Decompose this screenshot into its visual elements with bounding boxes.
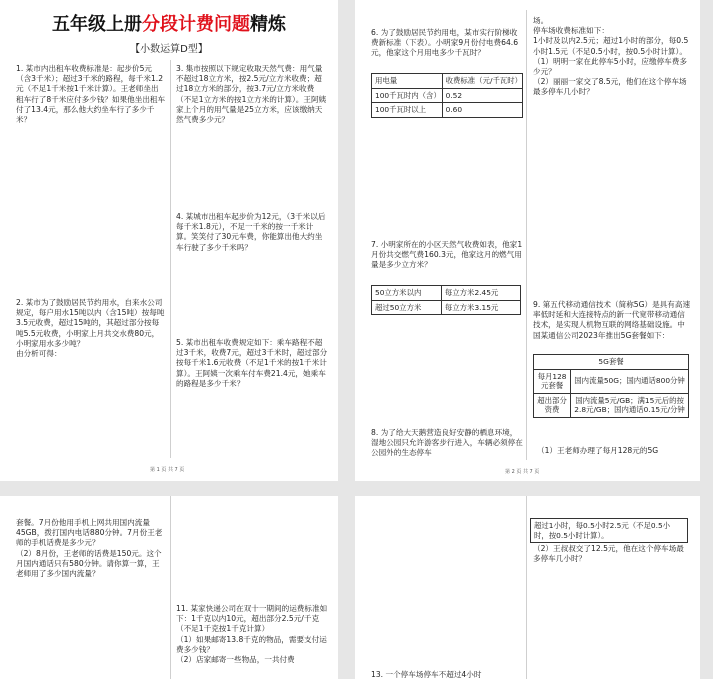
question-8: 8. 为了给大天鹅营造良好安静的栖息环境，湿地公园只允许游客步行进入，车辆必须停在公园外的生态停车 — [371, 428, 523, 458]
document-page-3 — [0, 496, 338, 679]
worksheet-title: 五年级上册分段计费问题精炼 — [52, 14, 286, 35]
worksheet-subtitle: 【小数运算D型】 — [130, 44, 208, 55]
table-header: 5G套餐 — [534, 355, 689, 370]
column-divider — [170, 60, 171, 458]
question-4: 4. 某城市出租车起步价为12元，（3千米以后每千米1.8元），不足一千米的按一千米计算。笑笑付了30元车费，你能算出他大约坐车行驶了多少千米吗？ — [176, 212, 326, 252]
question-11: 11. 某家快递公司在双十一期间的运费标准如下：1千克以内10元，超出部分2.5元/千克（不足1千克按1千克计算） （1）如果邮寄13.8千克的物品，需要支付运费多少钱？ （2）店家邮寄一些物品，一共付费 — [176, 604, 328, 665]
document-page-2 — [355, 0, 700, 481]
question-9-part-1: （1）王老师办理了每月128元的5G — [537, 446, 659, 455]
table-cell: 0.60 — [442, 103, 522, 118]
question-13: 13. 一个停车场停车不超过4小时 — [371, 670, 482, 679]
question-10-continued: 套餐。7月份他用手机上网共用国内流量45GB，拨打国内电话880分钟。7月份王老师的手机话费是多少元？ （2）8月份，王老师的话费是150元。这个月国内通话只有580分钟。请你算一算，王老师用了多少国内流量？ — [16, 518, 163, 579]
table-cell: 国内流量5元/GB；满15元后的按2.8元/GB；国内通话0.15元/分钟 — [571, 393, 689, 417]
table-cell: 超出部分资费 — [534, 393, 571, 417]
question-2: 2. 某市为了鼓励居民节约用水，自来水公司规定，每户用水15吨以内（含15吨）按每吨3.5元收费，超过15吨的，其超过部分按每吨5.5元收费，小明家上月共交水费80元，小明家用水多少吨？ 由分析可得： — [16, 298, 165, 359]
page-footer: 第 2 页 共 7 页 — [505, 469, 540, 475]
column-divider — [526, 10, 527, 460]
table-cell: 每月128元套餐 — [534, 369, 571, 393]
table-cell: 超过50立方米 — [372, 300, 442, 315]
column-divider — [170, 496, 171, 679]
question-3: 3. 集市按照以下规定收取天然气费：用气量不超过18立方米，按2.5元/立方米收费；超过18立方米的部分，按3.7元/立方米收费（不足1立方米的按1立方米的计算）。王阿姨家上个月的用气量是25立方米，应该缴纳天然气费多少元？ — [176, 64, 327, 125]
question-1: 1. 某市内出租车收费标准是：起步价5元（含3千米）；超过3千米的路程，每千米1.2元（不足1千米按1千米计算）。王老师坐出租车行了8千米应付多少钱？如果他坐出租车付了13.4元，那么他大约坐车行了多少千米？ — [16, 64, 166, 125]
table-header: 用电量 — [372, 74, 443, 89]
question-9: 9. 第五代移动通信技术（简称5G）是具有高速率低时延和大连接特点的新一代宽带移动通信技术，是实现人机物互联的网络基础设施。中国某通信公司2023年推出5G套餐如下： — [533, 300, 691, 340]
gas-rate-table — [371, 285, 521, 315]
question-5: 5. 某市出租车收费规定如下：乘车路程不超过3千米，收费7元，超过3千米时，超过部分按每千米1.6元收费（不足1千米的按1千米计算）。王阿姨一次乘车付车费21.4元，她乘车的路程是多少千米？ — [176, 338, 328, 388]
table-cell: 50立方米以内 — [372, 286, 442, 301]
table-header: 收费标准（元/千瓦时） — [442, 74, 522, 89]
page-footer: 第 1 页 共 7 页 — [150, 467, 185, 473]
table-cell: 每立方米3.15元 — [441, 300, 520, 315]
question-12-part-2: （2）王叔叔交了12.5元，他在这个停车场最多停车几小时？ — [533, 544, 684, 564]
parking-fee-text: 场。 停车场收费标准如下： 1小时及以内2.5元；超过1小时的部分，每0.5小时1.5元（不足0.5小时，按0.5小时计算）。 （1）明明一家在此停车5小时，应缴停车费多少元？ （2）丽丽一家交了8.5元，他们在这个停车场最多停车几小时？ — [533, 16, 689, 97]
5g-package-table — [533, 354, 689, 418]
question-6: 6. 为了鼓励居民节约用电，某市实行阶梯收费新标准（下表）。小明家9月份付电费64.6元，他家这个月用电多少千瓦时？ — [371, 28, 519, 58]
question-7: 7. 小明家所在的小区天然气收费如表，他家1月份共交燃气费160.3元，他家这月的燃气用量是多少立方米？ — [371, 240, 523, 270]
table-cell: 100千瓦时以上 — [372, 103, 443, 118]
table-cell: 100千瓦时内（含） — [372, 88, 443, 103]
document-page-4 — [355, 496, 700, 679]
table-cell: 每立方米2.45元 — [441, 286, 520, 301]
parking-rate-box: 超过1小时，每0.5小时2.5元（不足0.5小时，按0.5小时计算）。 — [530, 518, 688, 543]
table-cell: 0.52 — [442, 88, 522, 103]
electricity-rate-table — [371, 73, 523, 118]
table-cell: 国内流量50G；国内通话800分钟 — [571, 369, 689, 393]
column-divider — [526, 496, 527, 679]
document-page-1 — [0, 0, 338, 481]
